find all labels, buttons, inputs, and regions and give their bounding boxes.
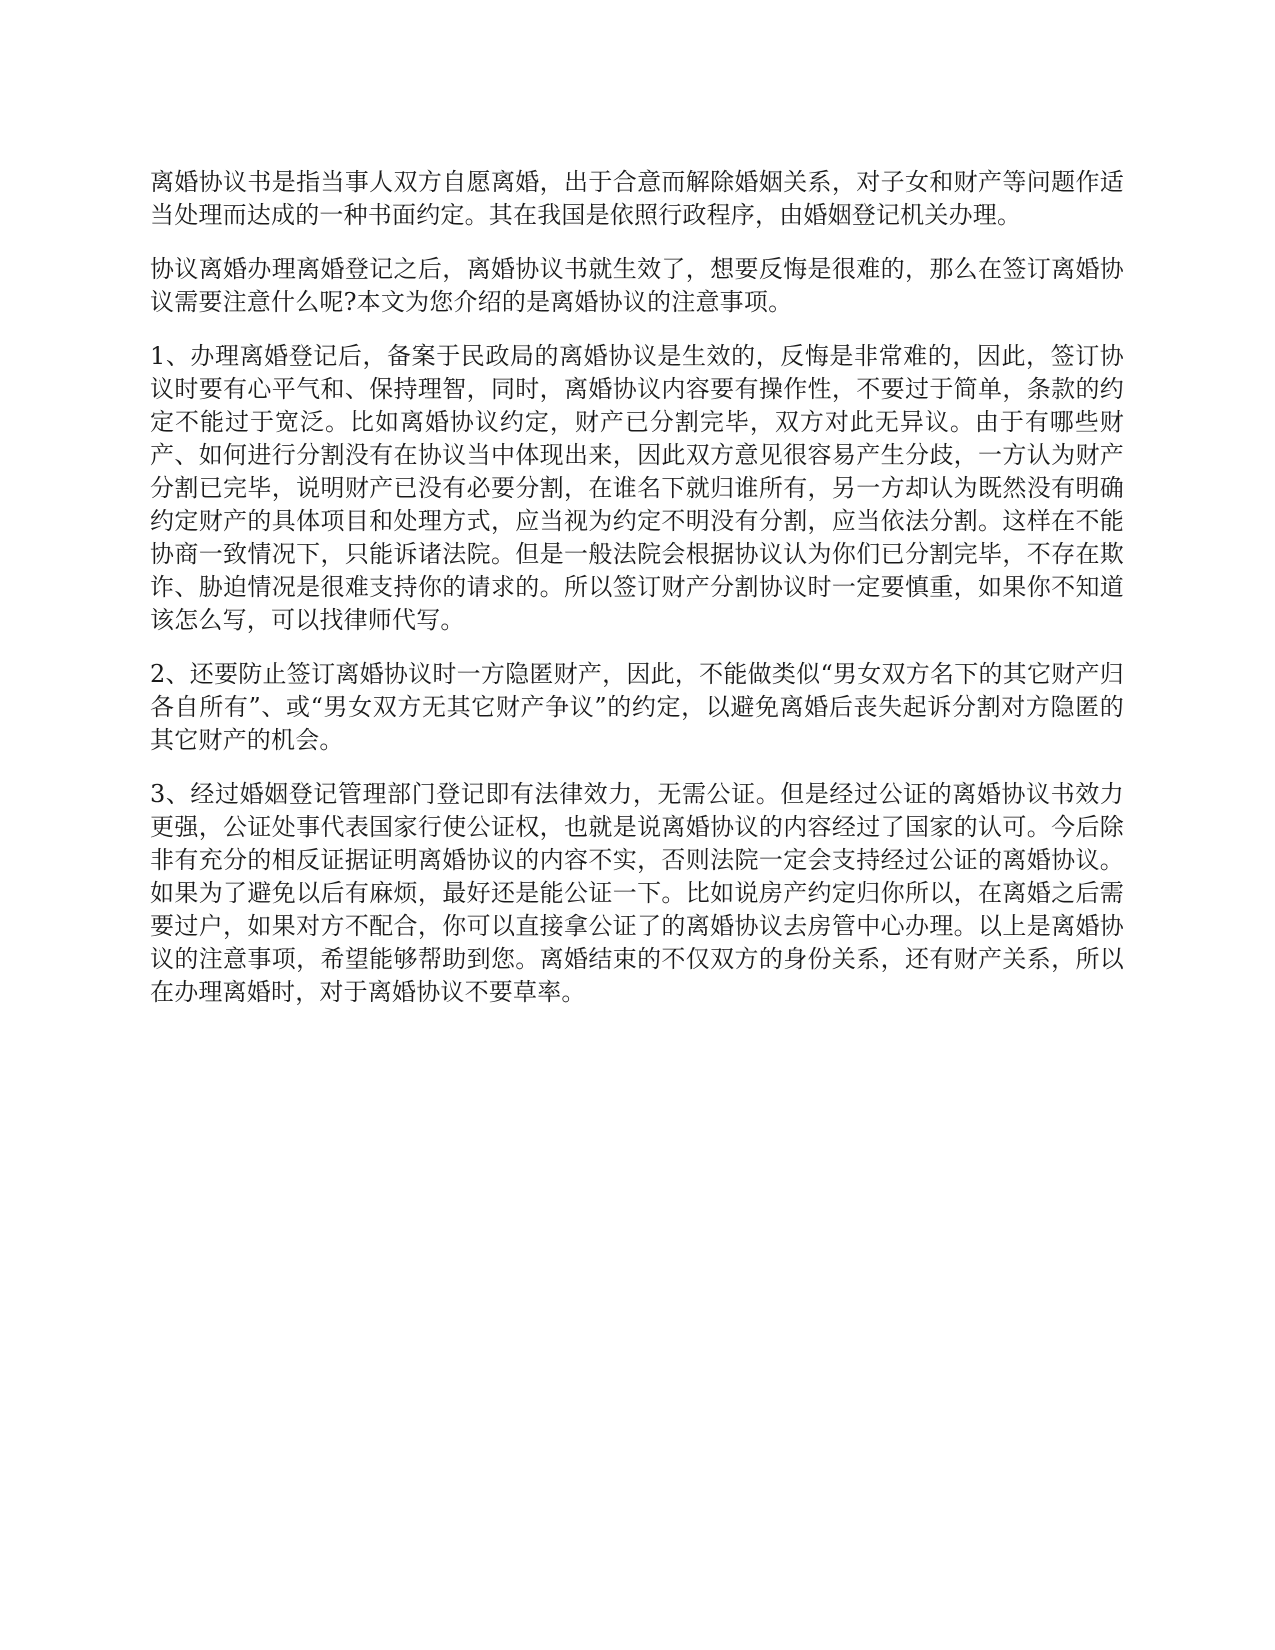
paragraph-point-3: 3、经过婚姻登记管理部门登记即有法律效力，无需公证。但是经过公证的离婚协议书效力更强，公证处事代表国家行使公证权，也就是说离婚协议的内容经过了国家的认可。今后除非有充分的相反证据证明离婚协议的内容不实，否则法院一定会支持经过公证的离婚协议。如果为了避免以后有麻烦，最好还是能公证一下。比如说房产约定归你所以，在离婚之后需要过户，如果对方不配合，你可以直接拿公证了的离婚协议去房管中心办理。以上是离婚协议的注意事项，希望能够帮助到您。离婚结束的不仅双方的身份关系，还有财产关系，所以在办理离婚时，对于离婚协议不要草率。 <box>150 780 1124 1006</box>
paragraph-overview: 协议离婚办理离婚登记之后，离婚协议书就生效了，想要反悔是很难的，那么在签订离婚协议需要注意什么呢?本文为您介绍的是离婚协议的注意事项。 <box>150 255 1124 316</box>
paragraph-intro: 离婚协议书是指当事人双方自愿离婚，出于合意而解除婚姻关系，对子女和财产等问题作适当处理而达成的一种书面约定。其在我国是依照行政程序，由婚姻登记机关办理。 <box>150 168 1124 229</box>
document-body <box>150 166 1124 1030</box>
paragraph-point-2: 2、还要防止签订离婚协议时一方隐匿财产，因此，不能做类似“男女双方名下的其它财产归各自所有”、或“男女双方无其它财产争议”的约定，以避免离婚后丧失起诉分割对方隐匿的其它财产的机会。 <box>150 660 1124 754</box>
paragraph-point-1: 1、办理离婚登记后，备案于民政局的离婚协议是生效的，反悔是非常难的，因此，签订协议时要有心平气和、保持理智，同时，离婚协议内容要有操作性，不要过于简单，条款的约定不能过于宽泛。比如离婚协议约定，财产已分割完毕，双方对此无异议。由于有哪些财产、如何进行分割没有在协议当中体现出来，因此双方意见很容易产生分歧，一方认为财产分割已完毕，说明财产已没有必要分割，在谁名下就归谁所有，另一方却认为既然没有明确约定财产的具体项目和处理方式，应当视为约定不明没有分割，应当依法分割。这样在不能协商一致情况下，只能诉诸法院。但是一般法院会根据协议认为你们已分割完毕，不存在欺诈、胁迫情况是很难支持你的请求的。所以签订财产分割协议时一定要慎重，如果你不知道该怎么写，可以找律师代写。 <box>150 342 1124 634</box>
